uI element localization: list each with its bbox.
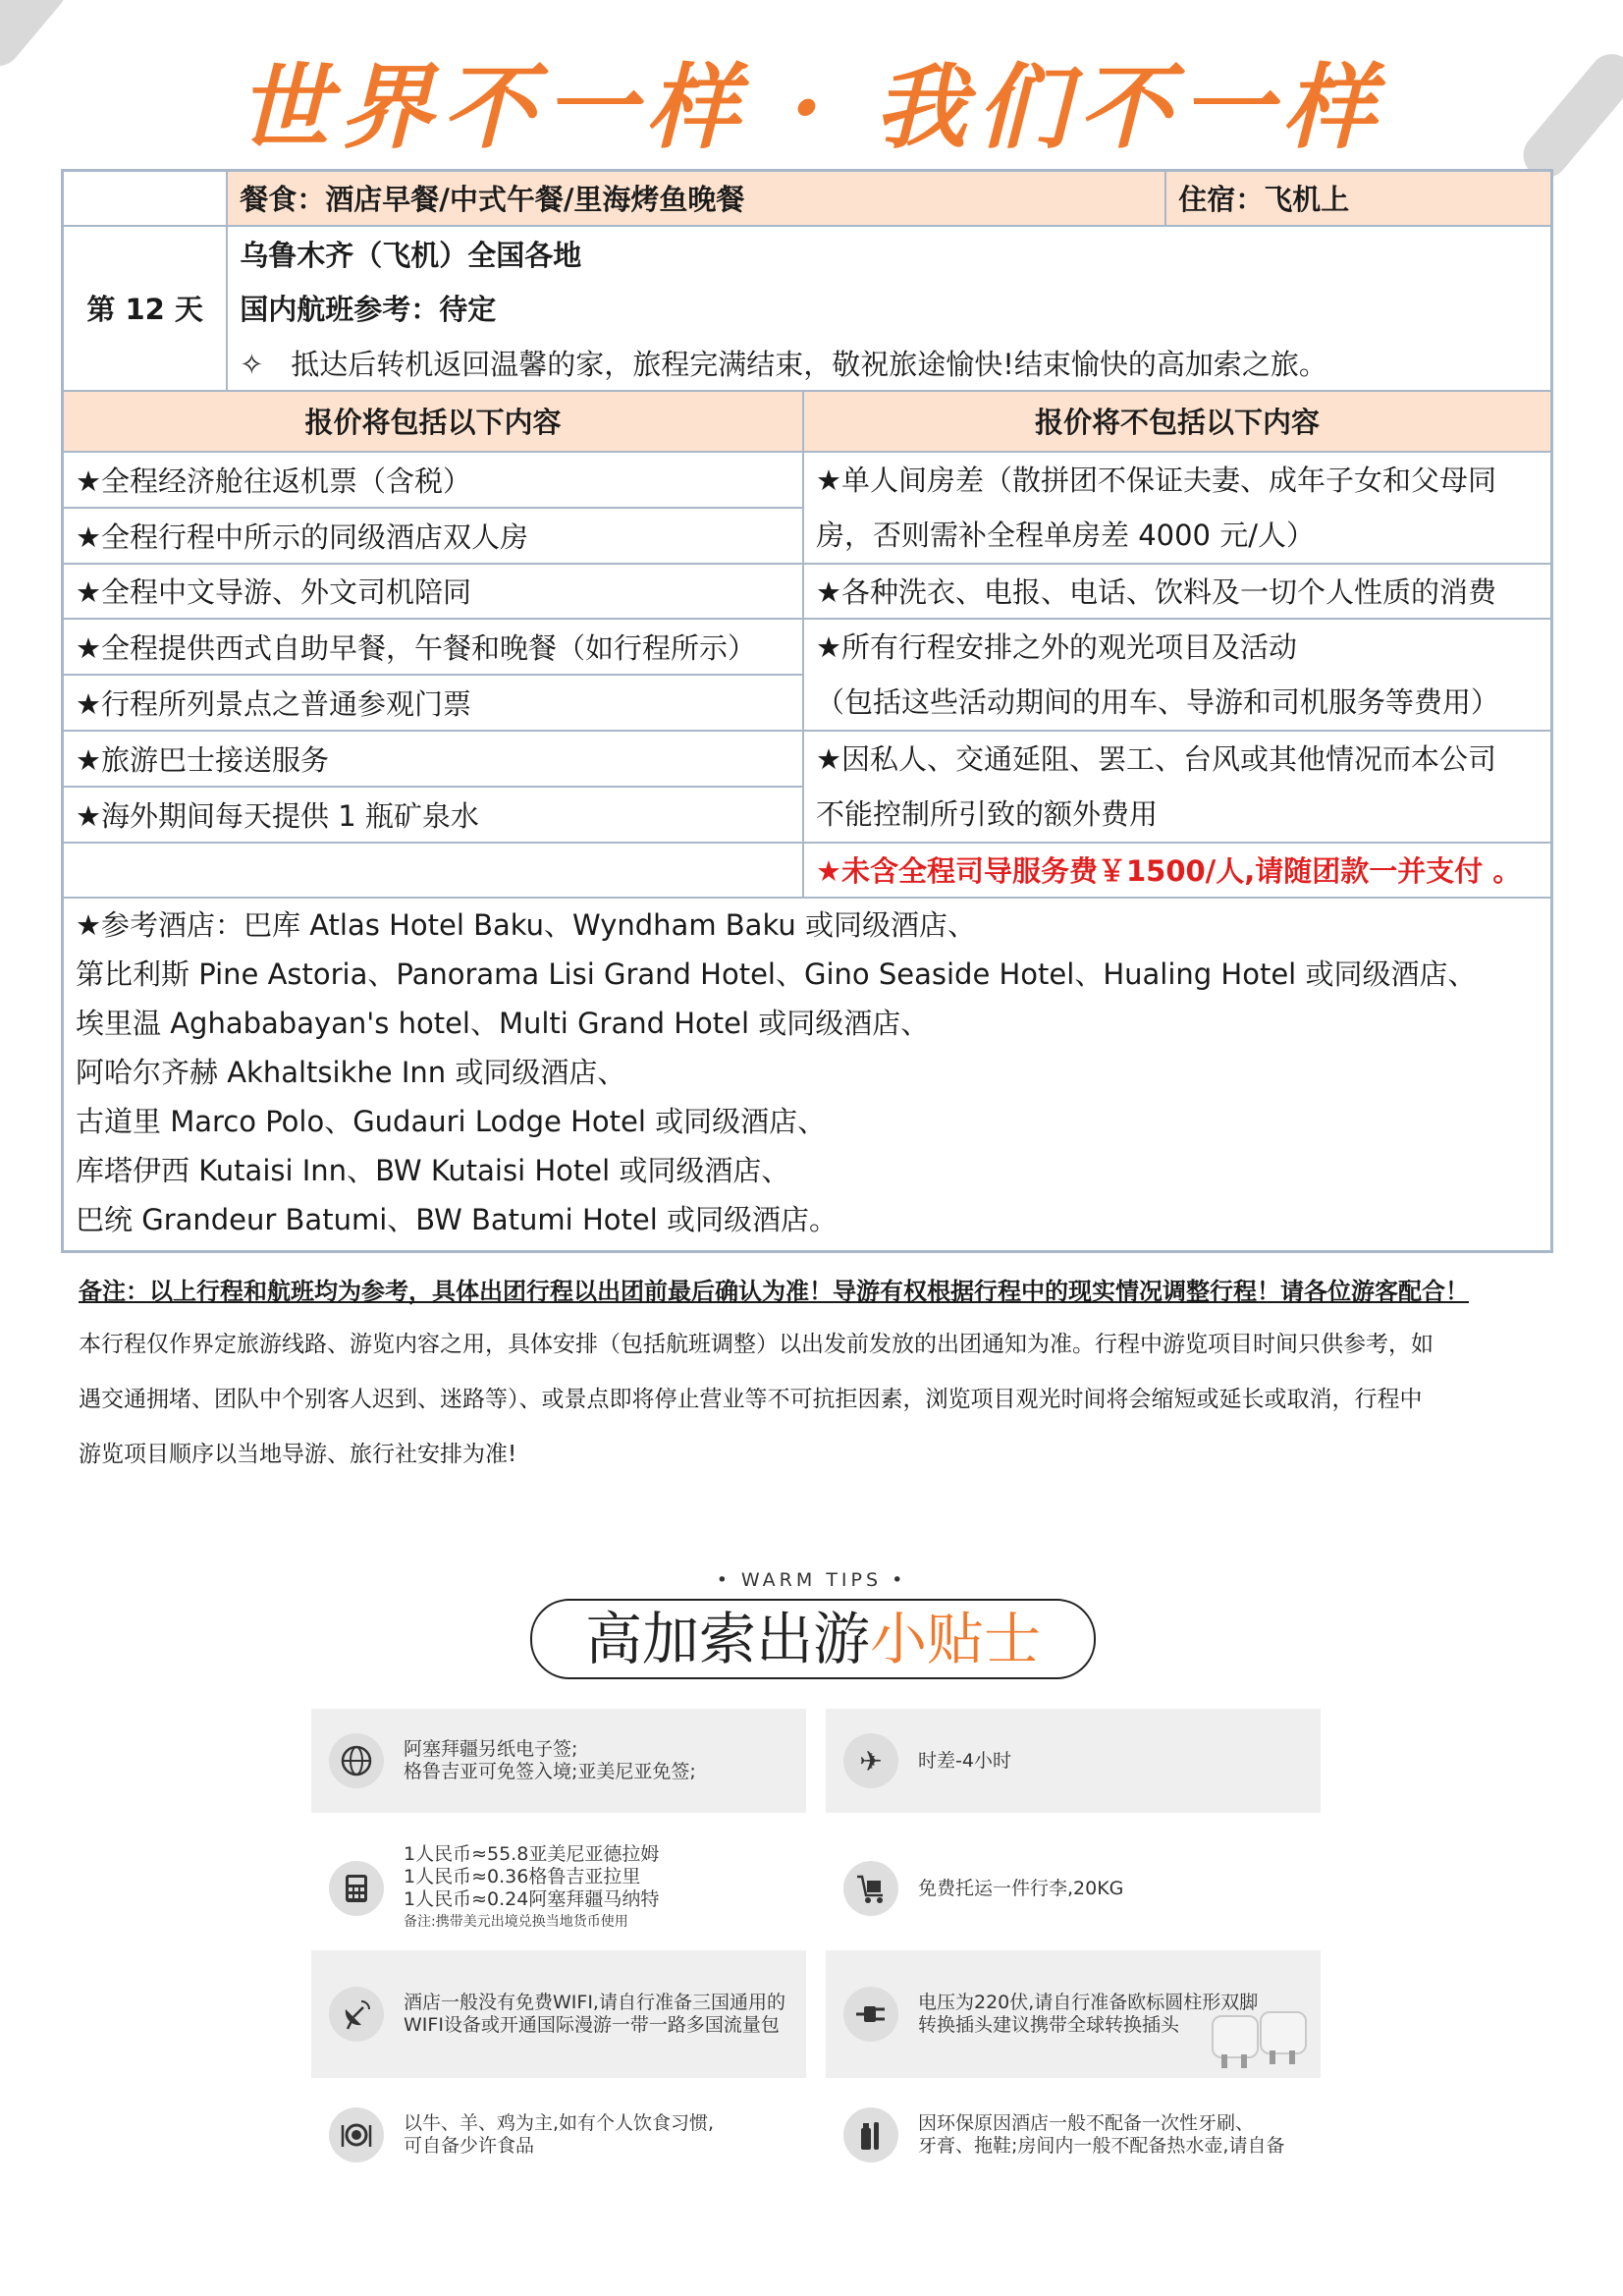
- calculator-icon: [329, 1861, 384, 1916]
- exclude-text: 不能控制所引致的额外费用: [815, 796, 1158, 831]
- includes-header: 报价将包括以下内容: [63, 391, 803, 452]
- tip-power: [826, 1950, 1321, 2078]
- list-row: [63, 731, 1552, 787]
- tips-title-accent: 小贴士: [870, 1606, 1042, 1672]
- tips-title: [530, 1599, 1096, 1679]
- description-row: [63, 336, 1552, 391]
- flight-row: [63, 281, 1552, 336]
- tips-title-main: 高加索出游: [584, 1606, 870, 1672]
- hotel-line: 第比利斯 Pine Astoria、Panorama Lisi Grand Hotel、Gino Seaside Hotel、Hualing Hotel 或同级酒店、: [76, 957, 1477, 991]
- list-row: [63, 843, 1552, 898]
- include-item: ★全程行程中所示的同级酒店双人房: [63, 508, 803, 564]
- hotel-line: 巴统 Grandeur Batumi、BW Batumi Hotel 或同级酒店。: [76, 1202, 838, 1236]
- exclude-item: ★各种洗衣、电报、电话、饮料及一切个人性质的消费: [803, 564, 1552, 619]
- satellite-dish-icon: [329, 1987, 384, 2042]
- meals-row: [63, 171, 1552, 226]
- list-row: [63, 564, 1552, 619]
- globe-icon: [329, 1733, 384, 1788]
- tip-text: WIFI设备或开通国际漫游一带一路多国流量包: [404, 2014, 780, 2036]
- hotel-line: ★参考酒店：巴库 Atlas Hotel Baku、Wyndham Baku 或同级酒店、: [76, 907, 976, 942]
- exclude-text: （包括这些活动期间的用车、导游和司机服务等费用）: [815, 684, 1499, 719]
- remark-line: 本行程仅作界定旅游线路、游览内容之用，具体安排（包括航班调整）以出发前发放的出团通知为准。行程中游览项目时间只供参考，如: [79, 1332, 1434, 1357]
- exclude-text: ★单人间房差（散拼团不保证夫妻、成年子女和父母同: [815, 463, 1496, 497]
- day-label: 第 12 天: [63, 226, 228, 391]
- airplane-icon: ✈: [843, 1733, 898, 1788]
- remark-text: [79, 1317, 1551, 1482]
- plug-icon: [843, 1987, 898, 2042]
- tip-wifi: [311, 1950, 806, 2078]
- tip-text: 电压为220伏,请自行准备欧标圆柱形双脚: [918, 1992, 1259, 2013]
- include-item: ★全程提供西式自助早餐，午餐和晚餐（如行程所示）: [63, 619, 803, 675]
- excludes-header: 报价将不包括以下内容: [803, 391, 1552, 452]
- hotels-row: [63, 898, 1552, 1252]
- tip-text: 1人民币≈0.36格鲁吉亚拉里: [404, 1866, 641, 1887]
- include-item: ★全程中文导游、外文司机陪同: [63, 564, 803, 619]
- service-fee-warning: ★未含全程司导服务费￥1500/人,请随团款一并支付 。: [803, 843, 1552, 898]
- include-item: ★旅游巴士接送服务: [63, 731, 803, 787]
- blank-cell: [63, 171, 228, 226]
- sparkle-icon: ✧: [240, 347, 264, 381]
- flight-ref-cell: 国内航班参考：待定: [227, 281, 1551, 336]
- exclude-item: [803, 731, 1552, 843]
- tip-time: [826, 1709, 1321, 1813]
- exclude-text: ★因私人、交通延阻、罢工、台风或其他情况而本公司: [815, 741, 1496, 776]
- tip-luggage: [826, 1823, 1321, 1954]
- tip-food: [311, 2084, 806, 2186]
- exclude-item: [803, 619, 1552, 731]
- tip-text: 可自备少许食品: [404, 2135, 535, 2157]
- list-row: [63, 619, 1552, 675]
- include-item: ★全程经济舱往返机票（含税）: [63, 452, 803, 508]
- include-item: ★行程所列景点之普通参观门票: [63, 675, 803, 731]
- adapter-plug-image: [1260, 2011, 1307, 2054]
- route-cell: 乌鲁木齐（飞机）全国各地: [227, 226, 1551, 281]
- page-headline: 世界不一样 · 我们不一样: [238, 54, 1385, 162]
- exclude-text: ★所有行程安排之外的观光项目及活动: [815, 629, 1297, 664]
- tip-text: 格鲁吉亚可免签入境;亚美尼亚免签;: [404, 1761, 696, 1782]
- toiletries-icon: [843, 2107, 898, 2162]
- tip-text: 免费托运一件行李,20KG: [918, 1877, 1124, 1899]
- remark-line: 游览项目顺序以当地导游、旅行社安排为准!: [79, 1442, 517, 1467]
- hotel-line: 埃里温 Aghababayan's hotel、Multi Grand Hotel 或同级酒店、: [76, 1006, 930, 1040]
- tip-text: 以牛、羊、鸡为主,如有个人饮食习惯,: [404, 2112, 715, 2134]
- exclude-item: [803, 452, 1552, 564]
- include-item: ★海外期间每天提供 1 瓶矿泉水: [63, 787, 803, 843]
- tip-text: 牙膏、拖鞋;房间内一般不配备热水壶,请自备: [918, 2135, 1285, 2157]
- description-cell: [227, 336, 1551, 391]
- hotel-line: 库塔伊西 Kutaisi Inn、BW Kutaisi Hotel 或同级酒店、: [76, 1153, 790, 1187]
- luggage-cart-icon: [843, 1861, 898, 1916]
- tip-text: 转换插头建议携带全球转换插头: [918, 2014, 1180, 2036]
- list-row: [63, 452, 1552, 508]
- tip-text: 1人民币≈55.8亚美尼亚德拉姆: [404, 1843, 660, 1865]
- hotels-cell: [63, 898, 1552, 1252]
- route-row: [63, 226, 1552, 281]
- lodging-cell: 住宿：飞机上: [1165, 171, 1551, 226]
- adapter-plug-image: [1212, 2015, 1259, 2058]
- tip-visa: [311, 1709, 806, 1813]
- remark-line: 遇交通拥堵、团队中个别客人迟到、迷路等）、或景点即将停止营业等不可抗拒因素，浏览项目观光时间将会缩短或延长或取消，行程中: [79, 1387, 1423, 1412]
- tips-subtitle: • WARM TIPS •: [716, 1569, 907, 1591]
- hotel-line: 古道里 Marco Polo、Gudauri Lodge Hotel 或同级酒店、: [76, 1104, 827, 1138]
- blank-cell: [63, 843, 803, 898]
- tip-text: 1人民币≈0.24阿塞拜疆马纳特: [404, 1888, 660, 1910]
- meals-cell: 餐食：酒店早餐/中式午餐/里海烤鱼晚餐: [227, 171, 1165, 226]
- dining-icon: [329, 2107, 384, 2162]
- tip-text: 阿塞拜疆另纸电子签;: [404, 1738, 578, 1760]
- description-text: 抵达后转机返回温馨的家，旅程完满结束，敬祝旅途愉快!结束愉快的高加索之旅。: [291, 347, 1327, 381]
- tip-text: 时差-4小时: [918, 1749, 1011, 1772]
- tip-toiletries: [826, 2084, 1321, 2186]
- hotel-line: 阿哈尔齐赫 Akhaltsikhe Inn 或同级酒店、: [76, 1055, 626, 1089]
- header-row: [63, 391, 1552, 452]
- exclude-text: 房，否则需补全程单房差 4000 元/人）: [815, 518, 1315, 552]
- tip-text: 因环保原因酒店一般不配备一次性牙刷、: [918, 2112, 1255, 2134]
- itinerary-table: [61, 169, 1553, 1253]
- tip-currency: [311, 1823, 806, 1954]
- tip-note: 备注:携带美元出境兑换当地货币使用: [404, 1914, 628, 1930]
- remark-bold: 备注：以上行程和航班均为参考，具体出团行程以出团前最后确认为准！导游有权根据行程中的现实情况调整行程！请各位游客配合！: [79, 1278, 1469, 1305]
- tip-text: 酒店一般没有免费WIFI,请自行准备三国通用的: [404, 1992, 785, 2013]
